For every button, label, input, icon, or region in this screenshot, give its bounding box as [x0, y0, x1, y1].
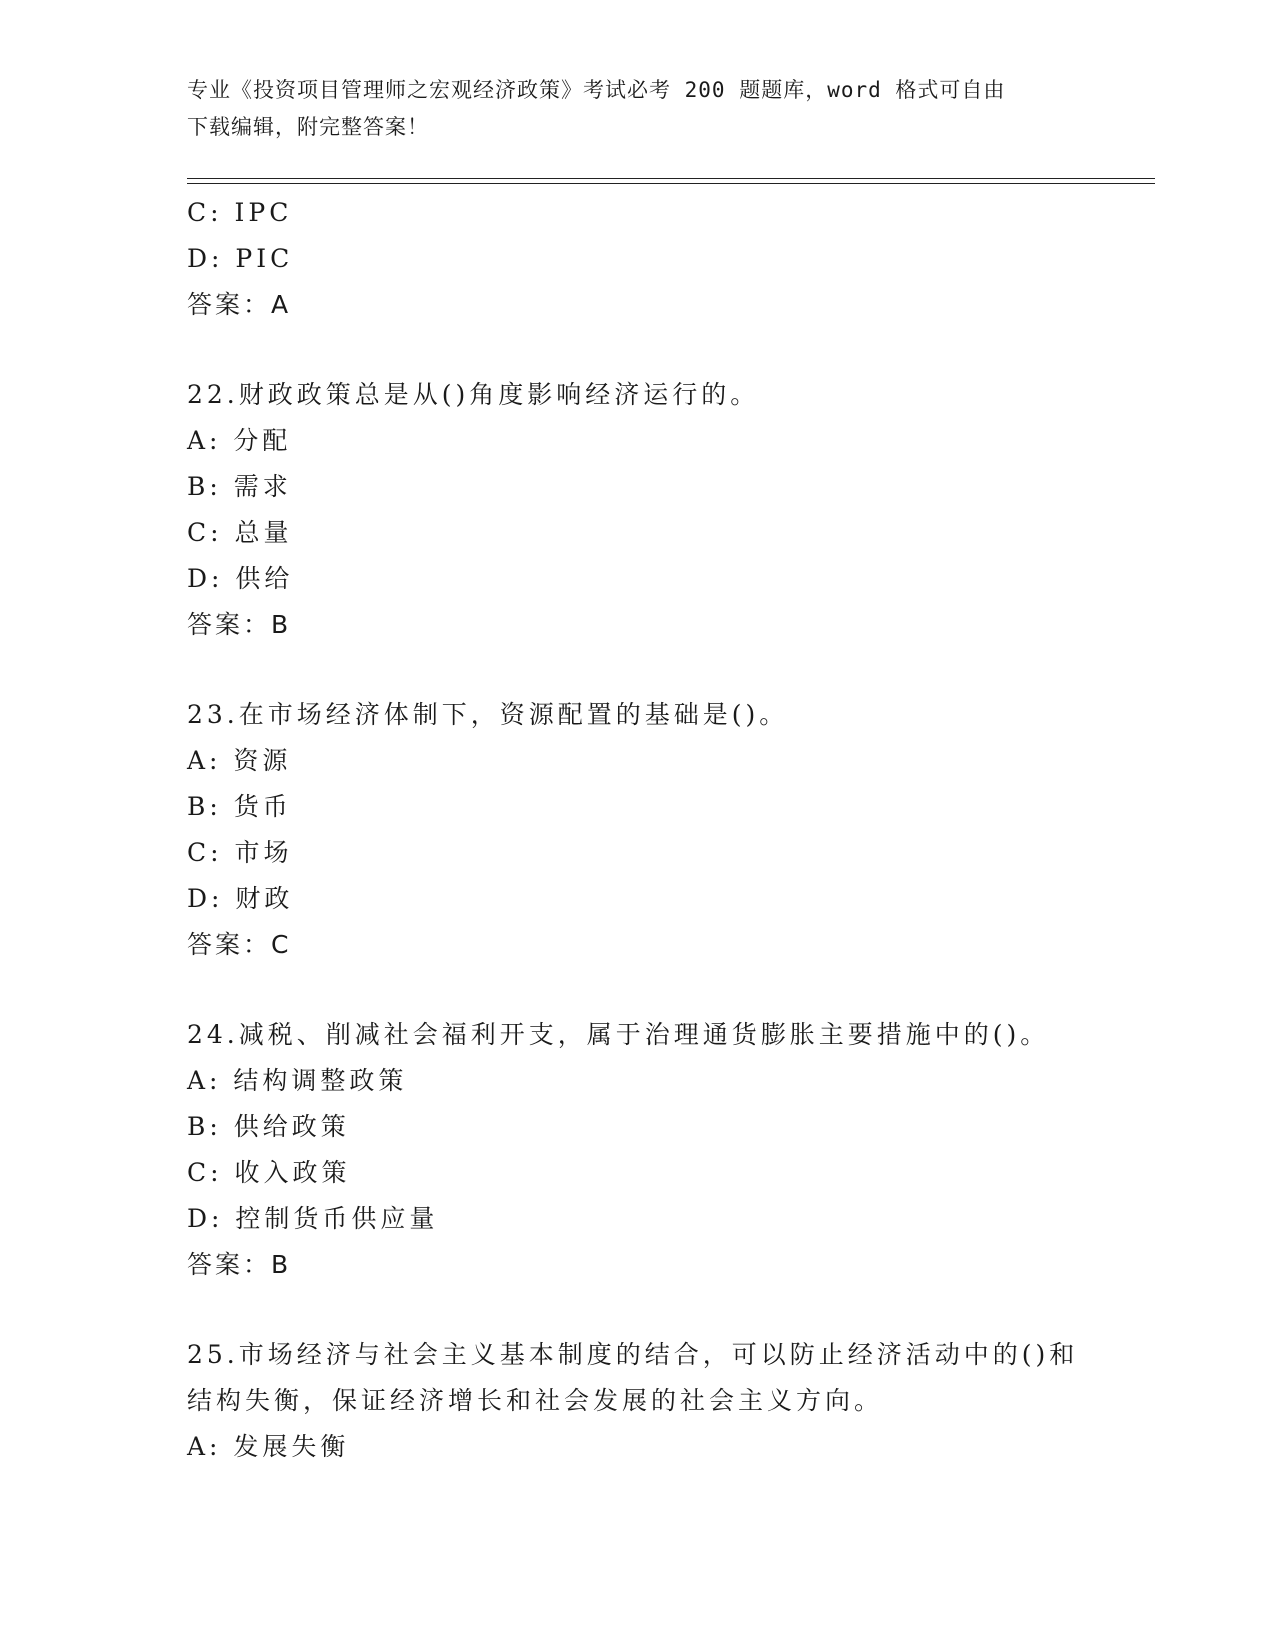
header-divider-top: [187, 178, 1155, 179]
option-a: A: 发展失衡: [187, 1432, 350, 1461]
spacer: [187, 648, 1087, 692]
option-a: A: 结构调整政策: [187, 1066, 408, 1095]
answer-line: 答案：A: [187, 290, 292, 319]
option-b: B: 供给政策: [187, 1112, 350, 1141]
question-25: [187, 1332, 1087, 1470]
question-stem: 24.减税、削减社会福利开支，属于治理通货膨胀主要措施中的()。: [187, 1020, 1050, 1049]
option-c: C: IPC: [187, 198, 293, 227]
option-d: D: 供给: [187, 564, 294, 593]
question-list: [187, 190, 1087, 1470]
question-stem: 22.财政政策总是从()角度影响经济运行的。: [187, 380, 760, 409]
option-c: C: 收入政策: [187, 1158, 351, 1187]
question-stem: 23.在市场经济体制下，资源配置的基础是()。: [187, 700, 789, 729]
answer-line: 答案：B: [187, 610, 292, 639]
header-line-2: 下载编辑，附完整答案！: [187, 115, 429, 139]
option-d: D: 财政: [187, 884, 294, 913]
question-stem-line-1: 25.市场经济与社会主义基本制度的结合，可以防止经济活动中的()和: [187, 1340, 1079, 1369]
option-b: B: 需求: [187, 472, 292, 501]
answer-line: 答案：B: [187, 1250, 292, 1279]
question-stem-line-2: 结构失衡，保证经济增长和社会发展的社会主义方向。: [187, 1386, 884, 1415]
document-header: [187, 72, 1087, 146]
option-a: A: 分配: [187, 426, 292, 455]
option-c: C: 市场: [187, 838, 293, 867]
option-a: A: 资源: [187, 746, 292, 775]
spacer: [187, 1288, 1087, 1332]
option-d: D: 控制货币供应量: [187, 1204, 439, 1233]
answer-line: 答案：C: [187, 930, 292, 959]
option-c: C: 总量: [187, 518, 293, 547]
option-b: B: 货币: [187, 792, 292, 821]
header-line-1: 专业《投资项目管理师之宏观经济政策》考试必考 200 题题库，word 格式可自由: [187, 78, 1006, 102]
question-24: [187, 1012, 1087, 1288]
spacer: [187, 328, 1087, 372]
option-d: D: PIC: [187, 244, 294, 273]
question-22: [187, 372, 1087, 648]
spacer: [187, 968, 1087, 1012]
question-23: [187, 692, 1087, 968]
header-divider-bottom: [187, 183, 1155, 184]
previous-question-tail: [187, 190, 1087, 328]
